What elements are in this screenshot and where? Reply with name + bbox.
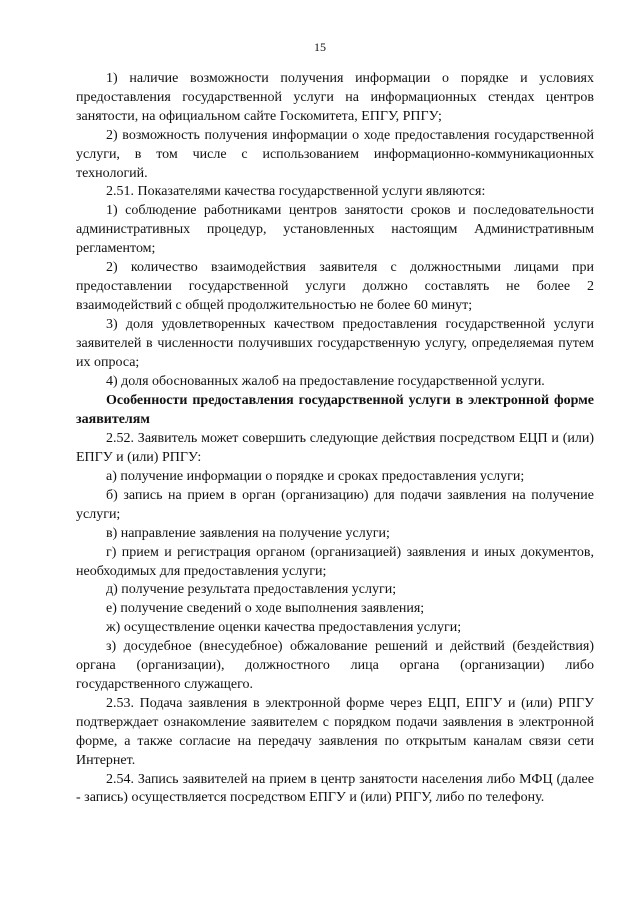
paragraph-quality-3: 3) доля удовлетворенных качеством предоставления государственной услуги заявителей в численности получивших государственную услугу, определяемая путем их опроса; <box>76 316 594 370</box>
paragraph-quality-2: 2) количество взаимодействия заявителя с должностными лицами при предоставлении государственной услуги должно составлять не более 2 взаимодействий с общей продолжительностью не более 60 минут; <box>76 260 594 313</box>
paragraph-item-z: з) досудебное (внесудебное) обжалование решений и действий (бездействия) органа (организации), должностного лица органа (организации) либо государственного служащего. <box>76 639 594 692</box>
paragraph-2-53: 2.53. Подача заявления в электронной форме через ЕЦП, ЕПГУ и (или) РПГУ подтверждает ознакомление заявителем с порядком подачи заявления в электронной форме, а также согласие на передачу заявления по открытым каналам связи сети Интернет. <box>76 695 594 768</box>
paragraph-item-v: в) направление заявления на получение услуги; <box>106 525 390 541</box>
page-number: 15 <box>314 40 326 54</box>
paragraph-item-a: а) получение информации о порядке и сроках предоставления услуги; <box>106 469 525 485</box>
paragraph-quality-1: 1) соблюдение работниками центров занятости сроков и последовательности административных процедур, установленных настоящим Административным регламентом; <box>76 203 594 257</box>
paragraph-2-54: 2.54. Запись заявителей на прием в центр занятости населения либо МФЦ (далее - запись) осуществляется посредством ЕПГУ и (или) РПГУ, либо по телефону. <box>76 771 594 806</box>
paragraph-item-zh: ж) осуществление оценки качества предоставления услуги; <box>106 620 462 636</box>
paragraph-item-2: 2) возможность получения информации о ходе предоставления государственной услуги, в том числе с использованием информационно-коммуникационных технологий. <box>76 127 594 181</box>
document-body <box>76 70 594 808</box>
paragraph-item-g: г) прием и регистрация органом (организацией) заявления и иных документов, необходимых для предоставления услуги; <box>76 544 594 579</box>
paragraph-item-d: д) получение результата предоставления услуги; <box>106 582 397 598</box>
paragraph-item-1: 1) наличие возможности получения информации о порядке и условиях предоставления государственной услуги на информационных стендах центров занятости, на официальном сайте Госкомитета, ЕПГУ, РПГУ; <box>76 71 594 124</box>
paragraph-2-51-intro: 2.51. Показателями качества государственной услуги являются: <box>106 184 486 200</box>
paragraph-quality-4: 4) доля обоснованных жалоб на предоставление государственной услуги. <box>106 373 545 389</box>
paragraph-item-e: е) получение сведений о ходе выполнения заявления; <box>106 601 425 617</box>
paragraph-2-52-intro: 2.52. Заявитель может совершить следующие действия посредством ЕЦП и (или) ЕПГУ и (или) РПГУ: <box>76 431 594 466</box>
section-heading: Особенности предоставления государственной услуги в электронной форме заявителям <box>76 393 594 428</box>
paragraph-item-b: б) запись на прием в орган (организацию) для подачи заявления на получение услуги; <box>76 487 594 522</box>
